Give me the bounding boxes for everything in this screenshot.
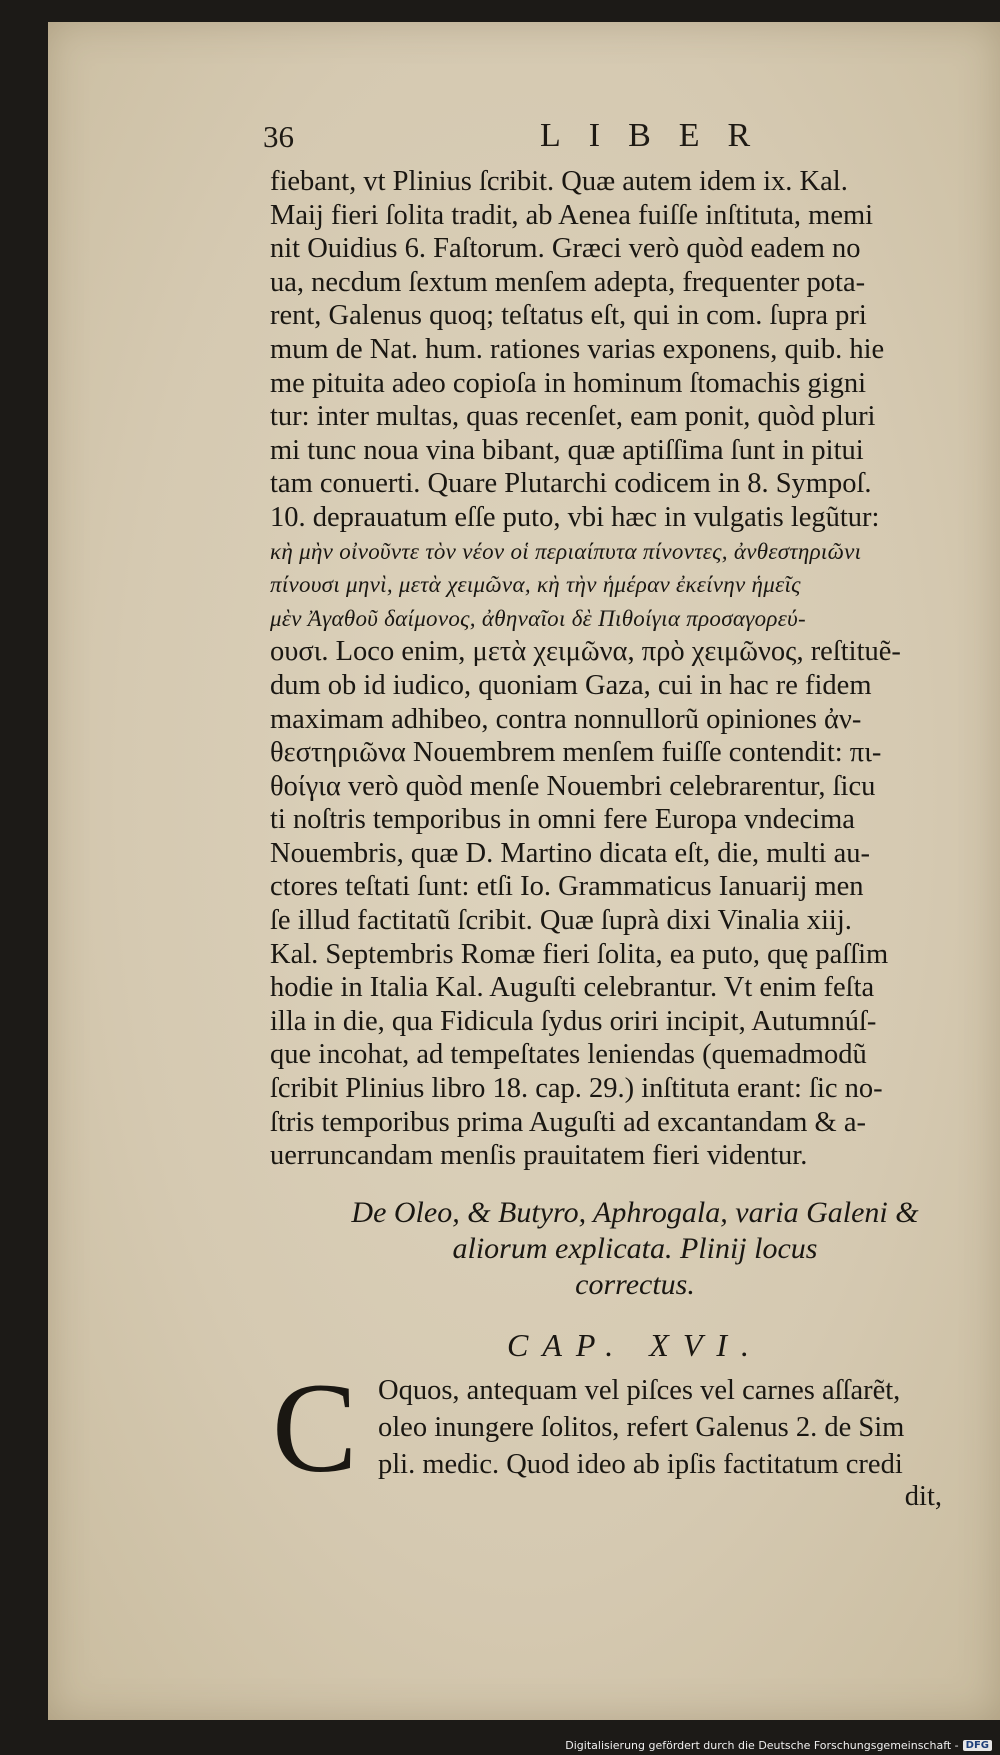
greek-quote-line: μὲν Ἀγαθοῦ δαίμονος, ἀθηναῖοι δὲ Πιθοίγια προσαγορεύ- [270,605,806,631]
chapter-label: CAP. XVI. [506,1327,764,1363]
text-line: 10. deprauatum eſſe puto, vbi hæc in vulgatis legũtur: [270,501,880,533]
text-line: Oquos, antequam vel piſces vel carnes aſſarẽt, [378,1375,901,1406]
greek-quote-line: πίνουσι μηνὶ, μετὰ χειμῶνα, κὴ τὴν ἡμέραν ἐκείνην ἡμεῖς [270,572,801,598]
text-line: hodie in Italia Kal. Auguſti celebrantur. Vt enim feſta [270,972,875,1004]
text-line: ſcribit Plinius libro 18. cap. 29.) inſtituta erant: ſic no- [270,1073,883,1105]
book-page [48,22,1000,1720]
drop-cap-initial: C [272,1357,358,1499]
catchword: dit, [904,1481,942,1512]
text-line: nit Ouidius 6. Faſtorum. Græci verò quòd eadem no [270,233,861,265]
heading-line: correctus. [575,1268,695,1301]
text-line: Maij fieri ſolita tradit, ab Aenea fuiſſe inſtituta, memi [270,199,874,231]
text-line: maximam adhibeo, contra nonnullorũ opiniones ἀν- [270,703,862,735]
text-line: dum ob id iudico, quoniam Gaza, cui in hac re fidem [270,669,872,701]
text-line: ua, necdum ſextum menſem adepta, frequenter pota- [270,266,866,298]
text-line: ουσι. Loco enim, μετὰ χειμῶνα, πρὸ χειμῶνος, reſtituẽ- [270,636,901,668]
dfg-logo-icon: DFG [963,1740,992,1751]
body-text [270,165,1000,1173]
footer-credit: Digitalisierung gefördert durch die Deutsche Forschungsgemeinschaft - [565,1739,959,1752]
text-line: pli. medic. Quod ideo ab ipſis factitatum credi [378,1449,903,1480]
text-line: Kal. Septembris Romæ fieri ſolita, ea puto, quę paſſim [270,938,889,970]
text-line: fiebant, vt Plinius ſcribit. Quæ autem idem ix. Kal. [270,166,848,197]
text-line: tam conuerti. Quare Plutarchi codicem in 8. Sympoſ. [270,468,872,500]
text-line: me pituita adeo copioſa in hominum ſtomachis gigni [270,367,867,399]
text-line: rent, Galenus quoq; teſtatus eſt, qui in com. ſupra pri [270,300,867,332]
running-head: LIBER [540,117,779,154]
text-line: tur: inter multas, quas recenſet, eam ponit, quòd pluri [270,401,876,433]
chapter-heading [270,1195,1000,1303]
heading-line: aliorum explicata. Plinij locus [452,1232,818,1265]
heading-line: De Oleo, & Butyro, Aphrogala, varia Galeni & [351,1196,919,1229]
text-line: θεστηριῶνα Nouembrem menſem fuiſſe contendit: πι- [270,737,882,769]
text-line: illa in die, qua Fidicula ſydus oriri incipit, Autumnúſ- [270,1005,877,1037]
text-line: oleo inungere ſolitos, refert Galenus 2. de Sim [378,1412,905,1443]
text-line: ſtris temporibus prima Auguſti ad excantandam & a- [270,1106,866,1138]
text-line: que incohat, ad tempeſtates leniendas (quemadmodũ [270,1039,867,1071]
text-line: ctores teſtati ſunt: etſi Io. Grammaticus Ianuarij men [270,871,864,903]
chapter-opening-text [378,1372,998,1483]
text-line: mum de Nat. hum. rationes varias exponens, quib. hie [270,333,885,365]
page-number: 36 [263,119,294,154]
text-line: ti noſtris temporibus in omni fere Europa vndecima [270,804,855,836]
digitization-footer [565,1739,992,1752]
text-line: uerruncandam menſis prauitatem fieri videntur. [270,1140,808,1172]
text-line: θοίγια verò quòd menſe Nouembri celebrarentur, ſicu [270,770,876,802]
text-line: Nouembris, quæ D. Martino dicata eſt, die, multi au- [270,837,870,869]
text-line: mi tunc noua vina bibant, quæ aptiſſima ſunt in pitui [270,434,864,466]
text-line: ſe illud factitatũ ſcribit. Quæ ſuprà dixi Vinalia xiij. [270,905,852,937]
greek-quote-line: κὴ μὴν οἰνοῦντε τὸν νέον οἱ περιαίπυτα πίνοντες, ἀνθεστηριῶνι [270,538,862,564]
